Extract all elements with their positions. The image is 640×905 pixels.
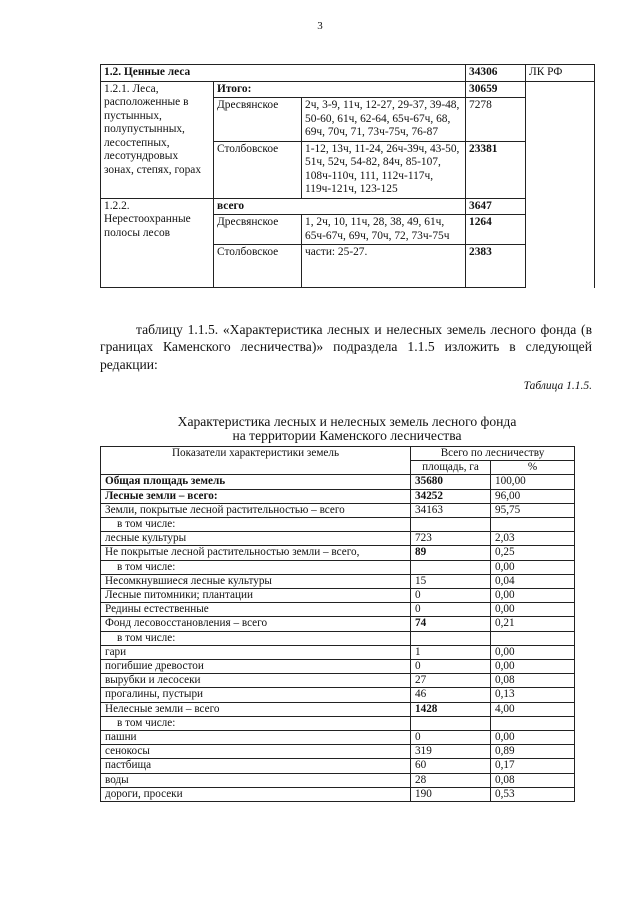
page-number: 3 <box>317 20 323 32</box>
quarters-cell: 2ч, 3-9, 11ч, 12-27, 29-37, 39-48, 50-60, 61ч, 62-64, 65ч-67ч, 68, 69ч, 70ч, 71, 73ч-75ч, 76-87 <box>302 98 466 142</box>
forest-category-table <box>100 64 595 288</box>
instruction-paragraph <box>100 321 592 373</box>
row-percent-cell: 0,00 <box>491 660 575 674</box>
table-row <box>101 702 575 716</box>
table-caption-line2: на территории Каменского лесничества <box>232 428 462 443</box>
row-area-cell: 1 <box>411 645 491 659</box>
table-body <box>101 475 575 802</box>
table-row <box>101 603 575 617</box>
header-total: Всего по лесничеству <box>411 447 575 461</box>
total-label-cell: Итого: <box>214 81 466 98</box>
table-row <box>101 532 575 546</box>
row-label-cell: гари <box>101 645 411 659</box>
header-area: площадь, га <box>411 461 491 475</box>
row-percent-cell: 0,17 <box>491 759 575 773</box>
row-area-cell: 319 <box>411 745 491 759</box>
row-area-cell: 0 <box>411 589 491 603</box>
area-cell: 23381 <box>466 141 526 198</box>
row-percent-cell: 0,00 <box>491 589 575 603</box>
row-area-cell: 28 <box>411 773 491 787</box>
table-row <box>101 716 575 730</box>
row-percent-cell: 0,08 <box>491 773 575 787</box>
table-row <box>101 787 575 801</box>
table-row <box>101 773 575 787</box>
table-row <box>101 617 575 631</box>
header-row <box>101 447 575 461</box>
empty-cell <box>526 81 595 288</box>
table-row <box>101 546 575 560</box>
row-area-cell: 27 <box>411 674 491 688</box>
row-label-cell: Фонд лесовосстановления – всего <box>101 617 411 631</box>
row-label-cell: в том числе: <box>101 631 411 645</box>
row-area-cell <box>411 716 491 730</box>
row-label-cell: Редины естественные <box>101 603 411 617</box>
row-percent-cell: 0,53 <box>491 787 575 801</box>
row-percent-cell <box>491 631 575 645</box>
row-percent-cell: 0,25 <box>491 546 575 560</box>
district-cell: Дресвянское <box>214 98 302 142</box>
district-cell: Столбовское <box>214 141 302 198</box>
row-label-cell: погибшие древостои <box>101 660 411 674</box>
row-percent-cell: 0,00 <box>491 645 575 659</box>
table-row <box>101 475 575 489</box>
area-cell: 1264 <box>466 215 526 245</box>
quarters-cell: 1, 2ч, 10, 11ч, 28, 38, 49, 61ч, 65ч-67ч, 69ч, 70ч, 72, 73ч-75ч <box>302 215 466 245</box>
row-percent-cell: 2,03 <box>491 532 575 546</box>
row-label-cell: Лесные земли – всего: <box>101 489 411 503</box>
row-percent-cell: 0,89 <box>491 745 575 759</box>
table-row <box>101 518 575 532</box>
table-row <box>101 731 575 745</box>
row-area-cell: 190 <box>411 787 491 801</box>
row-percent-cell: 0,04 <box>491 574 575 588</box>
row-percent-cell: 0,08 <box>491 674 575 688</box>
row-label-cell: в том числе: <box>101 560 411 574</box>
row-percent-cell: 0,00 <box>491 603 575 617</box>
table-label: Таблица 1.1.5. <box>523 380 592 392</box>
row-percent-cell: 0,13 <box>491 688 575 702</box>
row-area-cell: 1428 <box>411 702 491 716</box>
row-percent-cell: 0,00 <box>491 560 575 574</box>
row-area-cell: 46 <box>411 688 491 702</box>
row-label-cell: лесные культуры <box>101 532 411 546</box>
row-area-cell <box>411 631 491 645</box>
table-row <box>101 745 575 759</box>
table-row <box>101 560 575 574</box>
paragraph-text: таблицу 1.1.5. «Характеристика лесных и нелесных земель лесного фонда (в границах Каменского лесничества)» подраздела 1.1.5 изложить в следующей редакции: <box>100 322 592 372</box>
table-row <box>101 65 595 82</box>
row-area-cell: 34252 <box>411 489 491 503</box>
table-row <box>101 759 575 773</box>
table-row <box>101 645 575 659</box>
row-label-cell: Земли, покрытые лесной растительностью – всего <box>101 503 411 517</box>
area-cell: 7278 <box>466 98 526 142</box>
area-cell: 2383 <box>466 245 526 288</box>
row-percent-cell: 0,00 <box>491 731 575 745</box>
table-row <box>101 674 575 688</box>
row-percent-cell: 95,75 <box>491 503 575 517</box>
row-label-cell: пашни <box>101 731 411 745</box>
row-area-cell: 0 <box>411 603 491 617</box>
table-row <box>101 589 575 603</box>
row-area-cell: 74 <box>411 617 491 631</box>
table-caption-line1: Характеристика лесных и нелесных земель лесного фонда <box>177 414 517 429</box>
table-row <box>101 631 575 645</box>
quarters-cell: 1-12, 13ч, 11-24, 26ч-39ч, 43-50, 51ч, 52ч, 54-82, 84ч, 85-107, 108ч-110ч, 111, 112ч-117ч, 119ч-121ч, 123-125 <box>302 141 466 198</box>
row-area-cell: 0 <box>411 731 491 745</box>
row-percent-cell: 100,00 <box>491 475 575 489</box>
row-percent-cell <box>491 716 575 730</box>
row-label-cell: вырубки и лесосеки <box>101 674 411 688</box>
row-area-cell <box>411 518 491 532</box>
row-label-cell: Несомкнувшиеся лесные культуры <box>101 574 411 588</box>
row-label-cell: Лесные питомники; плантации <box>101 589 411 603</box>
basis-cell: ЛК РФ <box>526 65 595 82</box>
table-row <box>101 81 595 98</box>
row-label-cell: Общая площадь земель <box>101 475 411 489</box>
table-row <box>101 660 575 674</box>
row-label-cell: прогалины, пустыри <box>101 688 411 702</box>
district-cell: Столбовское <box>214 245 302 288</box>
row-area-cell: 34163 <box>411 503 491 517</box>
row-label-cell: дороги, просеки <box>101 787 411 801</box>
header-percent: % <box>491 461 575 475</box>
table-row <box>101 574 575 588</box>
row-percent-cell: 96,00 <box>491 489 575 503</box>
row-label-cell: пастбища <box>101 759 411 773</box>
row-area-cell: 723 <box>411 532 491 546</box>
table-row <box>101 688 575 702</box>
area-cell: 34306 <box>466 65 526 82</box>
row-area-cell: 15 <box>411 574 491 588</box>
category-cell: 1.2.2. Нерестоохранные полосы лесов <box>101 198 214 288</box>
district-cell: Дресвянское <box>214 215 302 245</box>
row-percent-cell: 4,00 <box>491 702 575 716</box>
row-label-cell: сенокосы <box>101 745 411 759</box>
table-row <box>101 198 595 215</box>
row-label-cell: в том числе: <box>101 518 411 532</box>
row-percent-cell: 0,21 <box>491 617 575 631</box>
area-cell: 30659 <box>466 81 526 98</box>
row-label-cell: воды <box>101 773 411 787</box>
row-label-cell: в том числе: <box>101 716 411 730</box>
total-label-cell: всего <box>214 198 466 215</box>
row-area-cell: 35680 <box>411 475 491 489</box>
table-row <box>101 503 575 517</box>
row-area-cell: 0 <box>411 660 491 674</box>
row-label-cell: Нелесные земли – всего <box>101 702 411 716</box>
row-percent-cell <box>491 518 575 532</box>
header-indicators: Показатели характеристики земель <box>101 447 411 475</box>
row-label-cell: Не покрытые лесной растительностью земли – всего, <box>101 546 411 560</box>
row-area-cell: 60 <box>411 759 491 773</box>
row-area-cell: 89 <box>411 546 491 560</box>
category-cell: 1.2. Ценные леса <box>101 65 466 82</box>
row-area-cell <box>411 560 491 574</box>
area-cell: 3647 <box>466 198 526 215</box>
table-row <box>101 489 575 503</box>
quarters-cell: части: 25-27. <box>302 245 466 288</box>
category-cell: 1.2.1. Леса, расположенные в пустынных, полупустынных, лесостепных, лесотундровых зонах, степях, горах <box>101 81 214 198</box>
land-characteristics-table <box>100 446 575 802</box>
